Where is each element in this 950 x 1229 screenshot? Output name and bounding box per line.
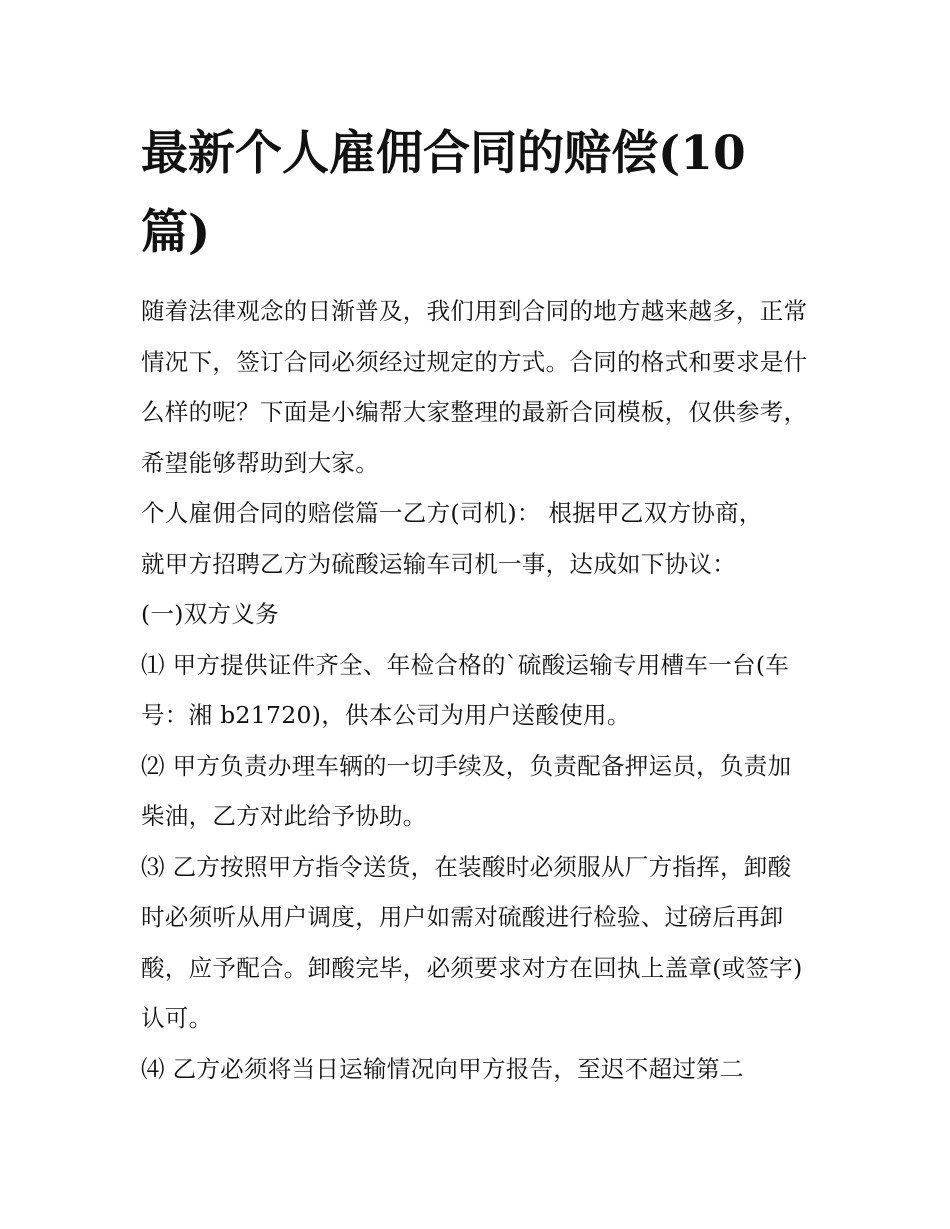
clause-1: ⑴ 甲方提供证件齐全、年检合格的`硫酸运输专用槽车一台(车号：湘 b21720)，供本公司为用户送酸使用。 <box>141 650 790 729</box>
document-page <box>141 0 813 1094</box>
contract-heading-paragraph: 个人雇佣合同的赔偿篇一乙方(司机)： 根据甲乙双方协商， <box>141 499 763 527</box>
agreement-paragraph: 就甲方招聘乙方为硫酸运输车司机一事，达成如下协议： <box>141 549 736 578</box>
intro-paragraph: 随着法律观念的日渐普及，我们用到合同的地方越来越多，正常情况下，签订合同必须经过规定的方式。合同的格式和要求是什么样的呢？下面是小编帮大家整理的最新合同模板，仅供参考，希望能够帮助到大家。 <box>141 297 808 477</box>
document-body <box>141 286 813 1094</box>
clause-3: ⑶ 乙方按照甲方指令送货，在装酸时必须服从厂方指挥，卸酸时必须听从用户调度，用户如需对硫酸进行检验、过磅后再卸酸，应予配合。卸酸完毕，必须要求对方在回执上盖章(或签字)认可。 <box>141 852 803 1032</box>
clause-4: ⑷ 乙方必须将当日运输情况向甲方报告，至迟不超过第二 <box>141 1054 744 1083</box>
document-title: 最新个人雇佣合同的赔偿(10篇) <box>141 126 746 260</box>
section-heading: (一)双方义务 <box>141 600 279 628</box>
clause-2: ⑵ 甲方负责办理车辆的一切手续及，负责配备押运员，负责加柴油，乙方对此给予协助。 <box>141 751 792 830</box>
